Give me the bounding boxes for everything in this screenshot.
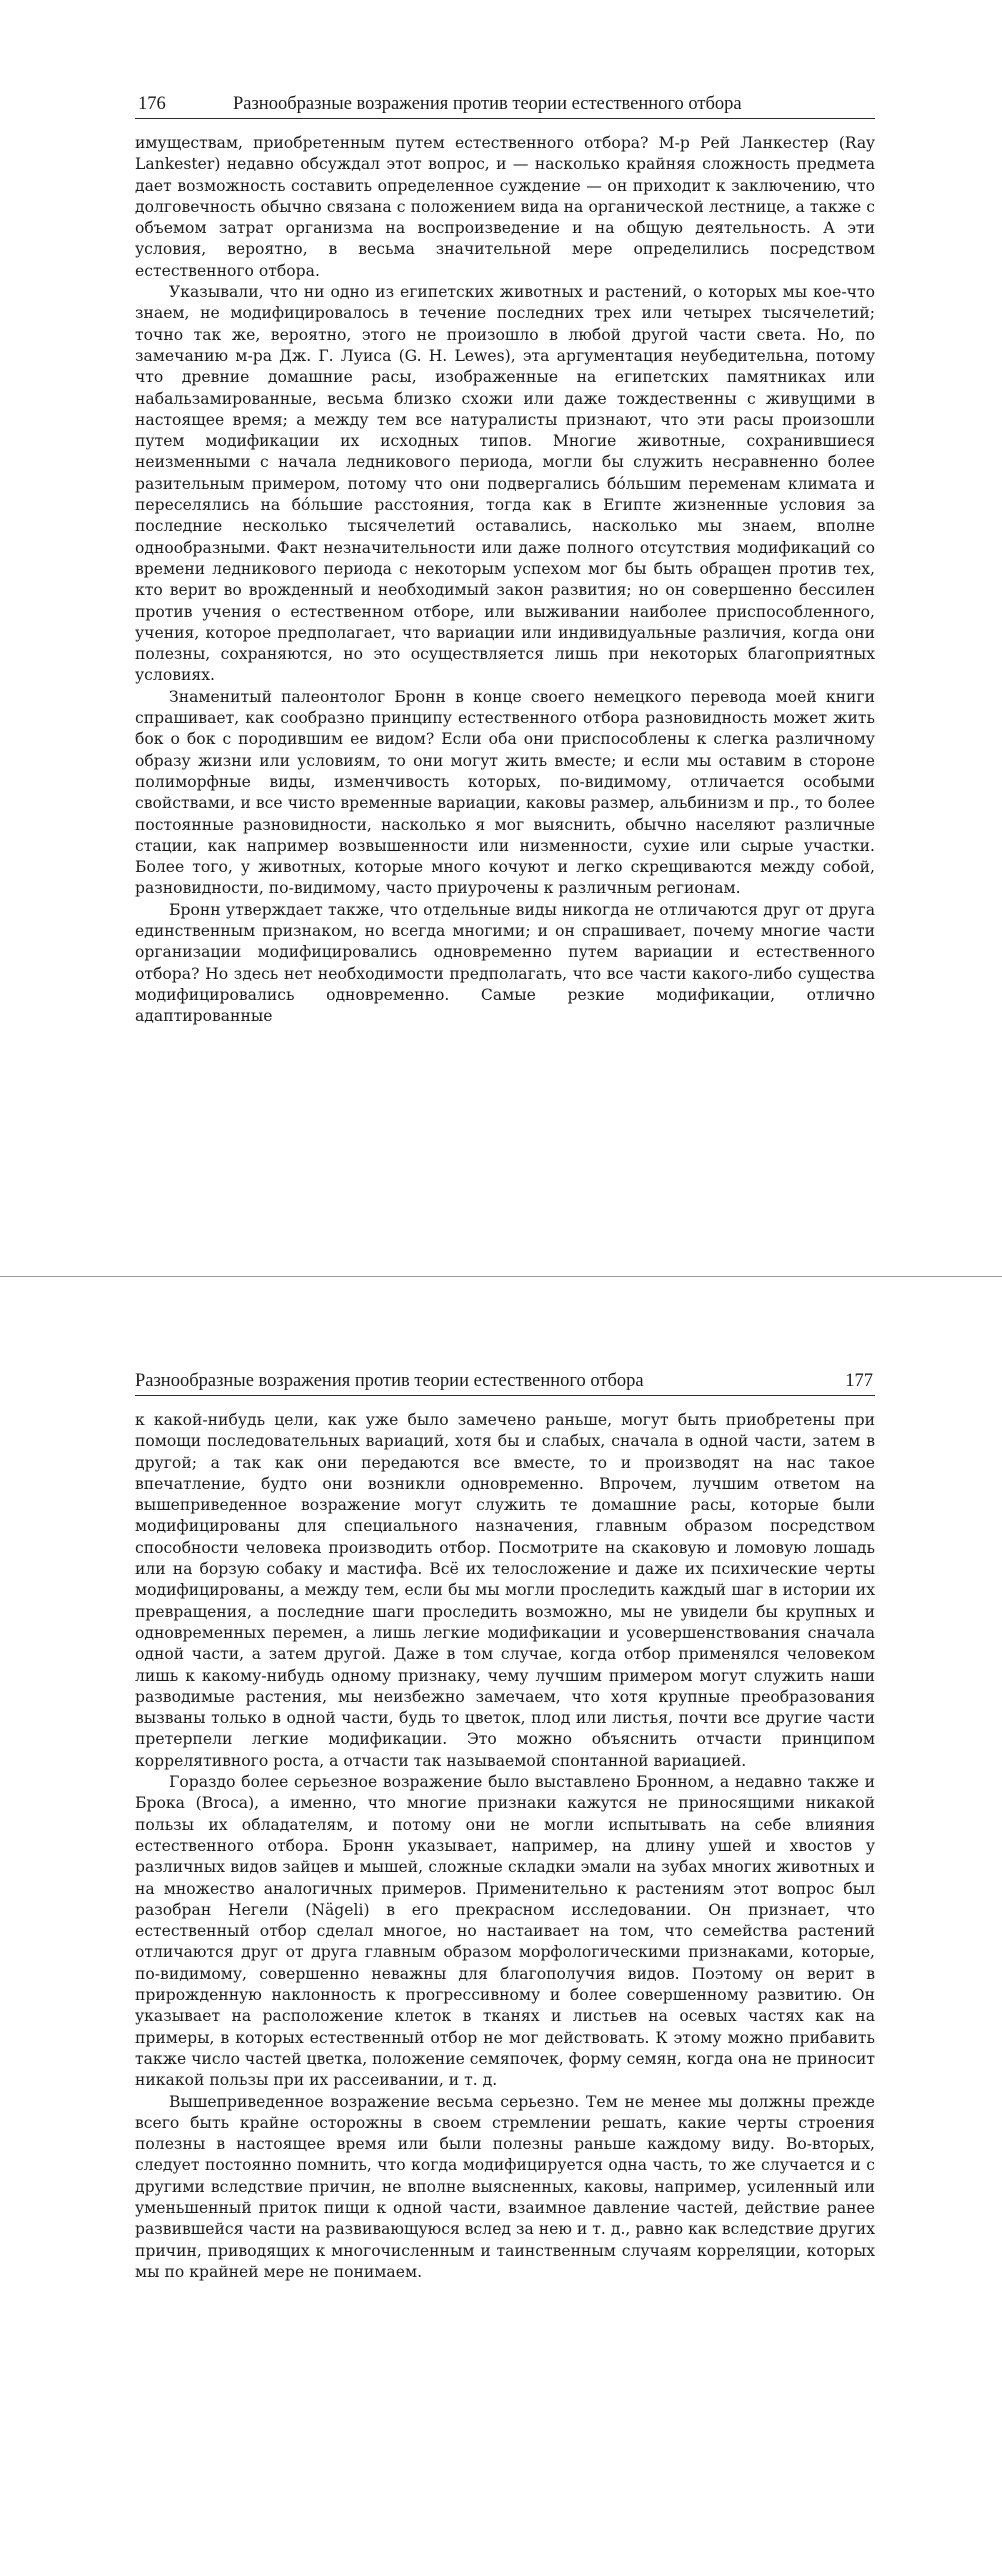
page-number: 176 [138, 94, 166, 114]
paragraph: Знаменитый палеонтолог Бронн в конце своего немецкого перевода моей книги спрашивает, как сообразно принципу естественного отбора разновидность может жить бок о бок с породившим ее видом? Если оба они приспособлены к слегка различному образу жизни или условиям, то они могут жить вместе; и если мы оставим в стороне полиморфные виды, изменчивость которых, по-видимому, отличается особыми свойствами, и все чисто временные вариации, каковы размер, альбинизм и пр., то более постоянные разновидности, насколько я мог выяснить, обычно населяют различные стации, как например возвышенности или низменности, сухие или сырые участки. Более того, у животных, которые много кочуют и легко скрещиваются между собой, разновидности, по-видимому, часто приурочены к различным регионам. [135, 687, 875, 898]
page-body [135, 1410, 875, 2283]
paragraph: к какой-нибудь цели, как уже было замечено раньше, могут быть приобретены при помощи последовательных вариаций, хотя бы и слабых, сначала в одной части, затем в другой; а так как они передаются все вместе, то и производят на нас такое впечатление, будто они возникли одновременно. Впрочем, лучшим ответом на вышеприведенное возражение могут служить те домашние расы, которые были модифицированы для специального назначения, главным образом посредством способности человека производить отбор. Посмотрите на скаковую и ломовую лошадь или на борзую собаку и мастифа. Всё их телосложение и даже их психические черты модифицированы, а между тем, если бы мы могли проследить каждый шаг в истории их превращения, а последние шаги проследить возможно, мы не увидели бы крупных и одновременных перемен, а лишь легкие модификации и усовершенствования сначала одной части, а затем другой. Даже в том случае, когда отбор применялся человеком лишь к какому-нибудь одному признаку, чему лучшим примером могут служить наши разводимые растения, мы неизбежно замечаем, что хотя крупные преобразования вызваны только в одной части, будь то цветок, плод или листья, почти все другие части претерпели легкие модификации. Это можно объяснить отчасти принципом коррелятивного роста, а отчасти так называемой спонтанной вариацией. [135, 1411, 875, 1770]
running-header [135, 1365, 875, 1396]
running-title: Разнообразные возражения против теории естественного отбора [233, 94, 742, 114]
paragraph: Бронн утверждает также, что отдельные виды никогда не отличаются друг от друга единственным признаком, но всегда многими; и он спрашивает, почему многие части организации модифицировались одновременно путем вариации и естественного отбора? Но здесь нет необходимости предполагать, что все части какого-либо существа модифицировались одновременно. Самые резкие модификации, отлично адаптированные [135, 900, 875, 1026]
page-body [135, 133, 875, 1027]
paragraph: Указывали, что ни одно из египетских животных и растений, о которых мы кое-что знаем, не модифицировалось в течение последних трех или четырех тысячелетий; точно так же, вероятно, этого не произошло в любой другой части света. Но, по замечанию м-ра Дж. Г. Луиса (G. H. Lewes), эта аргументация неубедительна, потому что древние домашние расы, изображенные на египетских памятниках или набальзамированные, весьма близко схожи или даже тождественны с живущими в настоящее время; а между тем все натуралисты признают, что эти расы произошли путем модификации их исходных типов. Многие животные, сохранившиеся неизменными с начала ледникового периода, могли бы служить несравненно более разительным примером, потому что они подвергались бо́льшим переменам климата и переселялись на бо́льшие расстояния, тогда как в Египте жизненные условия за последние несколько тысячелетий оставались, насколько мы знаем, вполне однообразными. Факт незначительности или даже полного отсутствия модификаций со времени ледникового периода с некоторым успехом мог бы быть обращен против тех, кто верит во врожденный и необходимый закон развития; но он совершенно бессилен против учения о естественном отборе, или выживании наиболее приспособленного, учения, которое предполагает, что вариации или индивидуальные различия, когда они полезны, сохраняются, но это осуществляется лишь при некоторых благоприятных условиях. [135, 283, 875, 685]
page-number: 177 [845, 1371, 873, 1391]
page-177 [0, 1277, 1002, 2554]
running-header [135, 88, 875, 119]
paragraph: Гораздо более серьезное возражение было выставлено Бронном, а недавно также и Брока (Broca), а именно, что многие признаки кажутся не приносящими никакой пользы их обладателям, и потому они не могли испытывать на себе влияния естественного отбора. Бронн указывает, например, на длину ушей и хвостов у различных видов зайцев и мышей, сложные складки эмали на зубах многих животных и на множество аналогичных примеров. Применительно к растениям этот вопрос был разобран Негели (Nägeli) в его прекрасном исследовании. Он признает, что естественный отбор сделал многое, но настаивает на том, что семейства растений отличаются друг от друга главным образом морфологическими признаками, которые, по-видимому, совершенно неважны для благополучия видов. Поэтому он верит в прирожденную наклонность к прогрессивному и более совершенному развитию. Он указывает на расположение клеток в тканях и листьев на осевых частях как на примеры, в которых естественный отбор не мог действовать. К этому можно прибавить также число частей цветка, положение семяпочек, форму семян, когда она не приносит никакой пользы при их рассеивании, и т. д. [135, 1773, 875, 2090]
paragraph: имуществам, приобретенным путем естественного отбора? М-р Рей Ланкестер (Ray Lankester) недавно обсуждал этот вопрос, и — насколько крайняя сложность предмета дает возможность составить определенное суждение — он приходит к заключению, что долговечность обычно связана с положением вида на органической лестнице, а также с объемом затрат организма на воспроизведение и на общую деятельность. А эти условия, вероятно, в весьма значительной мере определились посредством естественного отбора. [135, 134, 875, 280]
paragraph: Вышеприведенное возражение весьма серьезно. Тем не менее мы должны прежде всего быть крайне осторожны в своем стремлении решать, какие черты строения полезны в настоящее время или были полезны раньше каждому виду. Во-вторых, следует постоянно помнить, что когда модифицируется одна часть, то же случается и с другими вследствие причин, не вполне выясненных, каковы, например, усиленный или уменьшенный приток пищи к одной части, взаимное давление частей, действие ранее развившейся части на развивающуюся вслед за нею и т. д., равно как вследствие других причин, приводящих к многочисленным и таинственным случаям корреляции, которых мы по крайней мере не понимаем. [135, 2092, 875, 2281]
running-title: Разнообразные возражения против теории естественного отбора [135, 1371, 644, 1391]
